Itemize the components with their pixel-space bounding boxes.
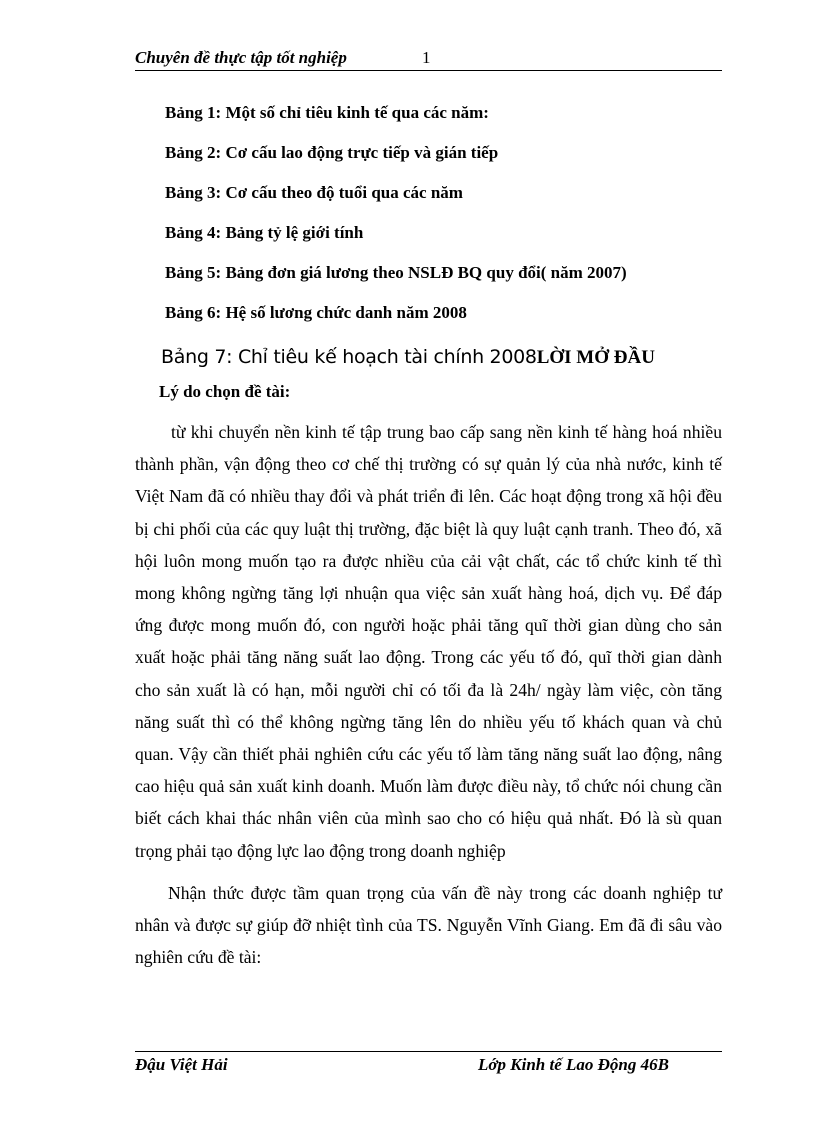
header-page-number: 1 bbox=[422, 48, 431, 67]
paragraph-2: Nhận thức được tầm quan trọng của vấn đề này trong các doanh nghiệp tư nhân và được sự giúp đỡ nhiệt tình của TS. Nguyễn Vĩnh Giang. Em đã đi sâu vào nghiên cứu đề tài: bbox=[135, 882, 722, 968]
paragraph-1: từ khi chuyển nền kinh tế tập trung bao cấp sang nền kinh tế hàng hoá nhiều thành phần, vận động theo cơ chế thị trường có sự quản lý của nhà nước, kinh tế Việt Nam đã có nhiều thay đổi và phát triển đi lên. Các hoạt động trong xã hội đều bị chi phối của các quy luật thị trường, đặc biệt là quy luật cạnh tranh. Theo đó, xã hội luôn mong muốn tạo ra được nhiều của cải vật chất, các tổ chức kinh tế thì mong không ngừng tăng lợi nhuận qua việc sản xuất hàng hoá, dịch vụ. Để đáp ứng được mong muốn đó, con người hoặc phải tăng quĩ thời gian dùng cho sản xuất hoặc phải tăng năng suất lao động. Trong các yếu tố đó, quĩ thời gian dành cho sản xuất là có hạn, mỗi người chỉ có tối đa là 24h/ ngày làm việc, còn tăng năng suất thì có thể không ngừng tăng lên do nhiều yếu tố khách quan và chủ quan. Vậy cần thiết phải nghiên cứu các yếu tố làm tăng năng suất lao động, nâng cao hiệu quả sản xuất kinh doanh. Muốn làm được điều này, tổ chức nói chung cần biết cách khai thác nhân viên của mình sao cho có hiệu quả nhất. Đó là sù quan trọng phải tạo động lực lao động trong doanh nghiệp bbox=[135, 422, 722, 861]
table-list-item-3: Bảng 3: Cơ cấu theo độ tuổi qua các năm bbox=[165, 183, 463, 202]
table-list-item-1: Bảng 1: Một số chỉ tiêu kinh tế qua các năm: bbox=[165, 103, 489, 122]
page-header bbox=[135, 46, 722, 71]
page-footer bbox=[135, 1051, 722, 1078]
table-7-label: Bảng 7: Chỉ tiêu kế hoạch tài chính 2008 bbox=[161, 346, 537, 368]
table-list-item-5: Bảng 5: Bảng đơn giá lương theo NSLĐ BQ quy đổi( năm 2007) bbox=[165, 263, 627, 282]
footer-class: Lớp Kinh tế Lao Động 46B bbox=[478, 1055, 669, 1074]
table-list-item-4: Bảng 4: Bảng tỷ lệ giới tính bbox=[165, 223, 364, 242]
table-list-item-2: Bảng 2: Cơ cấu lao động trực tiếp và gián tiếp bbox=[165, 143, 499, 162]
table-list-item-6: Bảng 6: Hệ số lương chức danh năm 2008 bbox=[165, 303, 467, 322]
footer-author: Đậu Việt Hải bbox=[135, 1055, 228, 1074]
body-text bbox=[135, 416, 722, 973]
header-title: Chuyên đề thực tập tốt nghiệp bbox=[135, 48, 347, 67]
intro-heading: LỜI MỞ ĐẦU bbox=[536, 347, 655, 368]
table-list-item-7 bbox=[161, 346, 655, 369]
section-heading: Lý do chọn đề tài: bbox=[159, 382, 291, 401]
